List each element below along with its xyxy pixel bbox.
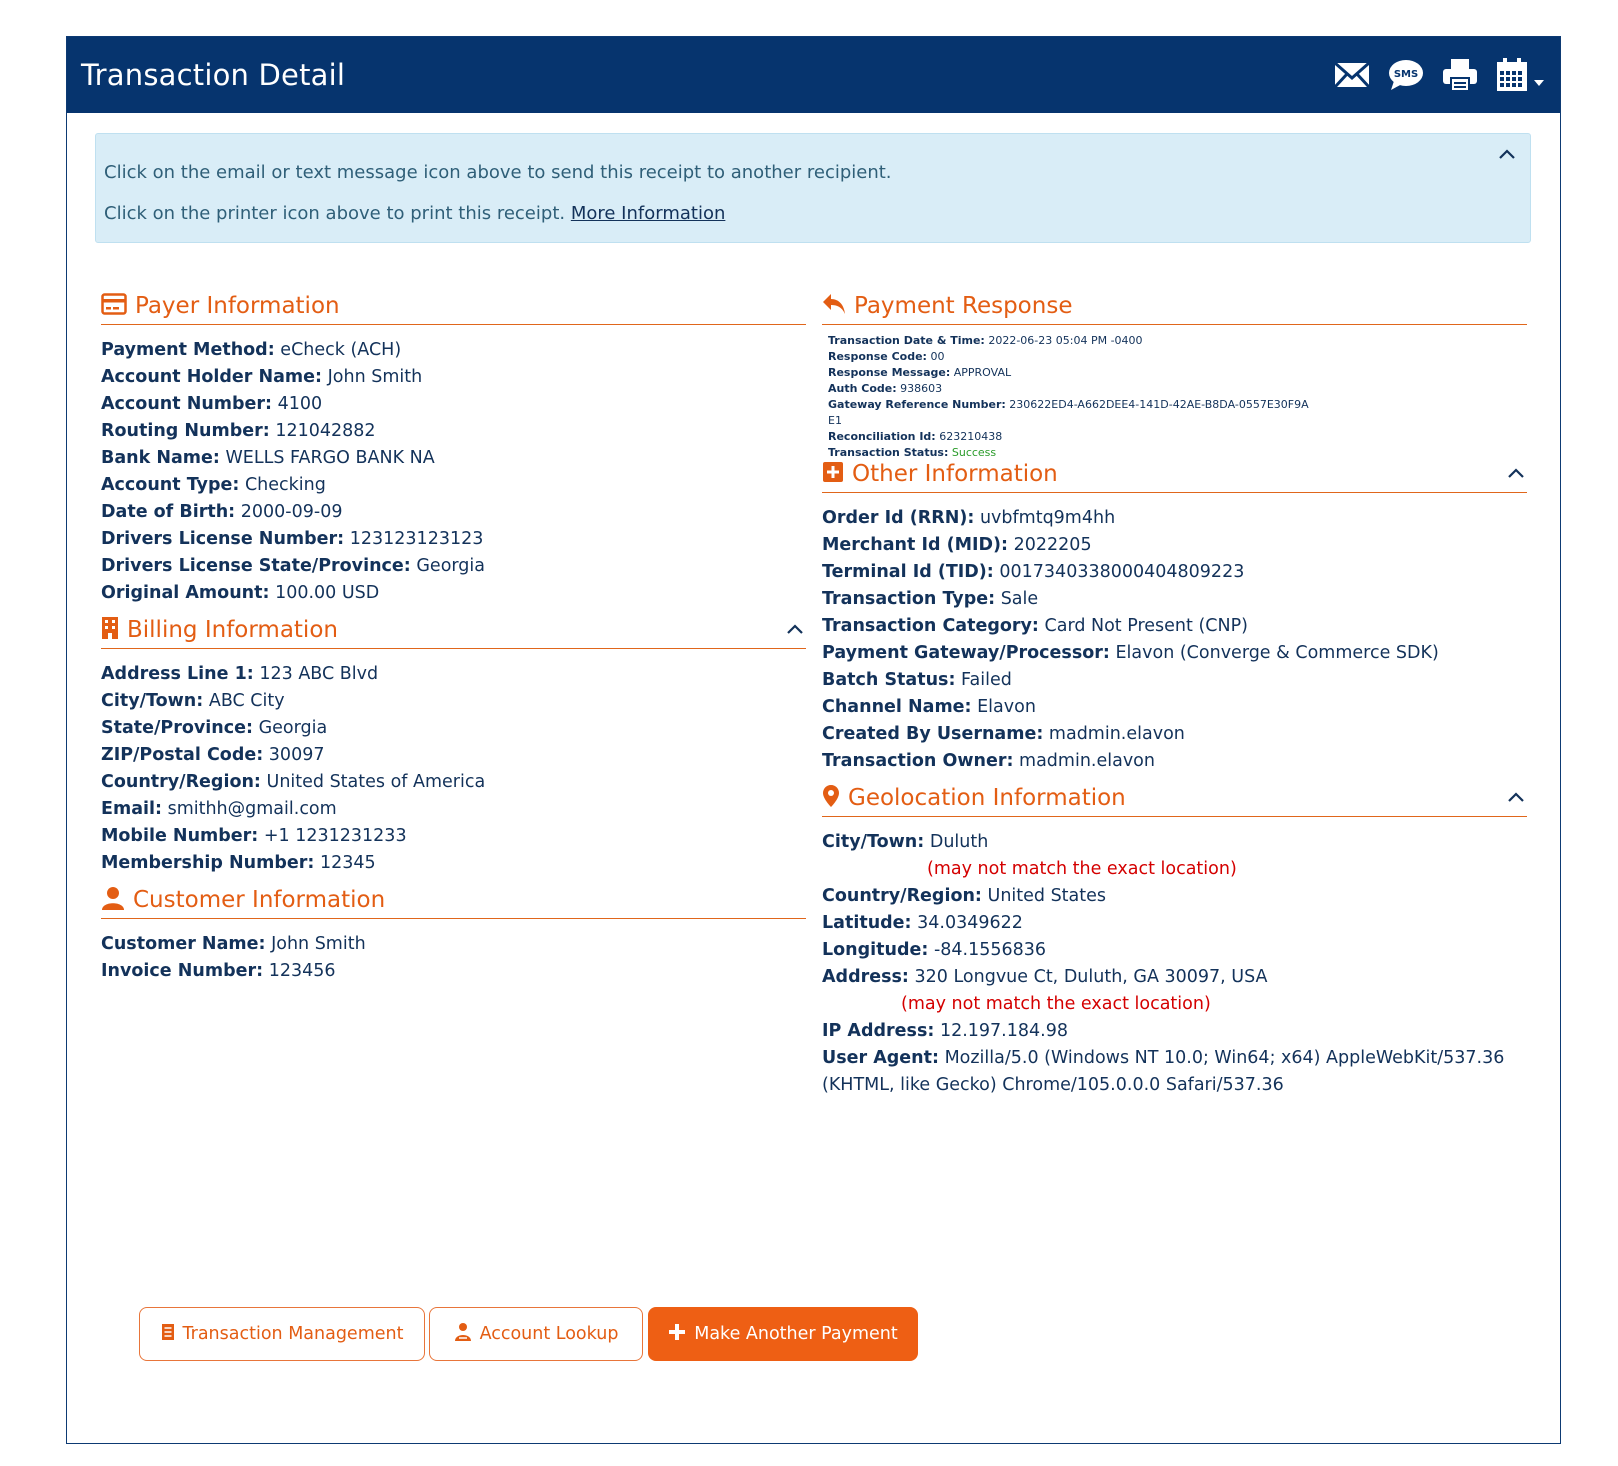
other-field: Transaction Type: Sale <box>822 589 1039 609</box>
payer-field: Routing Number: 121042882 <box>101 421 376 441</box>
other-field: Transaction Owner: madmin.elavon <box>822 751 1155 771</box>
customer-field: Customer Name: John Smith <box>101 934 366 954</box>
response-status: Transaction Status: Success <box>828 446 997 459</box>
receipt-icon <box>161 1323 175 1346</box>
location-disclaimer: (may not match the exact location) <box>901 994 1211 1014</box>
geo-info-header <box>822 779 1527 817</box>
other-field: Created By Username: madmin.elavon <box>822 724 1185 744</box>
user-icon <box>101 886 125 914</box>
billing-field: Email: smithh@gmail.com <box>101 799 337 819</box>
response-field: Transaction Date & Time: 2022-06-23 05:04 PM -0400 <box>828 334 1143 347</box>
chevron-up-icon[interactable] <box>1498 144 1516 165</box>
payer-field: Account Holder Name: John Smith <box>101 367 423 387</box>
geo-user-agent: User Agent: Mozilla/5.0 (Windows NT 10.0; Win64; x64) AppleWebKit/537.36 <box>822 1048 1505 1068</box>
panel-header <box>67 37 1560 113</box>
response-field: Gateway Reference Number: 230622ED4-A662DEE4-141D-42AE-B8DA-0557E30F9A <box>828 398 1309 411</box>
credit-card-icon <box>101 293 127 319</box>
other-field: Order Id (RRN): uvbfmtq9m4hh <box>822 508 1116 528</box>
other-field: Channel Name: Elavon <box>822 697 1036 717</box>
plus-icon <box>668 1323 686 1346</box>
other-info-title: Other Information <box>852 460 1058 487</box>
billing-field: Country/Region: United States of America <box>101 772 486 792</box>
chevron-up-icon[interactable] <box>1507 464 1525 483</box>
transaction-detail-panel <box>66 36 1561 1444</box>
geo-user-agent-cont: (KHTML, like Gecko) Chrome/105.0.0.0 Safari/537.36 <box>822 1075 1284 1095</box>
payer-field: Original Amount: 100.00 USD <box>101 583 380 603</box>
payer-field: Date of Birth: 2000-09-09 <box>101 502 343 522</box>
billing-field: ZIP/Postal Code: 30097 <box>101 745 325 765</box>
payer-field: Account Number: 4100 <box>101 394 323 414</box>
calendar-icon[interactable] <box>1496 58 1546 92</box>
geo-ip-address: IP Address: 12.197.184.98 <box>822 1021 1068 1041</box>
sms-icon[interactable] <box>1388 59 1424 91</box>
geo-country: Country/Region: United States <box>822 886 1107 906</box>
info-line-print <box>104 203 1522 224</box>
other-field: Transaction Category: Card Not Present (CNP) <box>822 616 1248 636</box>
status-badge: Success <box>951 446 997 459</box>
left-column <box>101 287 806 985</box>
envelope-icon[interactable] <box>1334 61 1370 89</box>
billing-field: Membership Number: 12345 <box>101 853 376 873</box>
transaction-management-label: Transaction Management <box>182 1324 404 1344</box>
customer-info-title: Customer Information <box>133 886 386 913</box>
reply-arrow-icon <box>822 293 846 319</box>
other-info-header <box>822 455 1527 493</box>
plus-square-icon <box>822 461 844 487</box>
transaction-management-button[interactable] <box>139 1307 425 1361</box>
receipt-info-alert <box>95 133 1531 243</box>
info-line-email: Click on the email or text message icon above to send this receipt to another recipient. <box>104 162 892 183</box>
payer-field: Drivers License Number: 123123123123 <box>101 529 484 549</box>
account-lookup-button[interactable] <box>429 1307 643 1361</box>
response-field: Response Code: 00 <box>828 350 945 363</box>
other-field: Merchant Id (MID): 2022205 <box>822 535 1092 555</box>
payer-field: Payment Method: eCheck (ACH) <box>101 340 402 360</box>
geo-latitude: Latitude: 34.0349622 <box>822 913 1023 933</box>
payer-info-title: Payer Information <box>135 292 340 319</box>
geo-info-title: Geolocation Information <box>848 784 1126 811</box>
geo-longitude: Longitude: -84.1556836 <box>822 940 1047 960</box>
payment-response-header <box>822 287 1527 325</box>
building-icon <box>101 616 119 644</box>
geo-city: City/Town: Duluth <box>822 832 989 852</box>
printer-icon[interactable] <box>1442 58 1478 92</box>
response-field: Reconciliation Id: 623210438 <box>828 430 1003 443</box>
response-field: Response Message: APPROVAL <box>828 366 1012 379</box>
location-disclaimer: (may not match the exact location) <box>927 859 1237 879</box>
map-pin-icon <box>822 784 840 812</box>
user-search-icon <box>454 1322 472 1347</box>
payer-field: Bank Name: WELLS FARGO BANK NA <box>101 448 435 468</box>
billing-info-title: Billing Information <box>127 616 338 643</box>
chevron-up-icon[interactable] <box>1507 788 1525 807</box>
other-field: Payment Gateway/Processor: Elavon (Converge & Commerce SDK) <box>822 643 1439 663</box>
other-field: Batch Status: Failed <box>822 670 1012 690</box>
geo-address: Address: 320 Longvue Ct, Duluth, GA 30097, USA <box>822 967 1268 987</box>
billing-fields <box>101 661 806 877</box>
more-information-link[interactable]: More Information <box>570 203 726 224</box>
customer-info-header <box>101 881 806 919</box>
payment-response-title: Payment Response <box>854 292 1073 319</box>
chevron-up-icon[interactable] <box>786 620 804 639</box>
customer-field: Invoice Number: 123456 <box>101 961 336 981</box>
billing-field: City/Town: ABC City <box>101 691 285 711</box>
payer-info-header <box>101 287 806 325</box>
billing-field: Mobile Number: +1 1231231233 <box>101 826 407 846</box>
page-title: Transaction Detail <box>81 58 346 92</box>
info-print-text: Click on the printer icon above to print this receipt. <box>104 203 566 224</box>
geo-fields <box>822 829 1527 1099</box>
account-lookup-label: Account Lookup <box>479 1324 619 1344</box>
right-column <box>822 287 1527 1099</box>
make-another-payment-label: Make Another Payment <box>694 1324 898 1344</box>
response-field: Auth Code: 938603 <box>828 382 943 395</box>
payer-field: Drivers License State/Province: Georgia <box>101 556 485 576</box>
payment-response-details <box>822 333 1527 461</box>
response-field: E1 <box>828 414 842 427</box>
customer-fields <box>101 931 806 985</box>
sms-icon-label: SMS <box>1393 69 1419 80</box>
payer-field: Account Type: Checking <box>101 475 326 495</box>
billing-field: State/Province: Georgia <box>101 718 328 738</box>
payer-fields <box>101 337 806 607</box>
other-field: Terminal Id (TID): 0017340338000404809223 <box>822 562 1245 582</box>
make-another-payment-button[interactable] <box>648 1307 918 1361</box>
billing-info-header <box>101 611 806 649</box>
header-actions <box>1334 58 1546 92</box>
other-fields <box>822 505 1527 775</box>
billing-field: Address Line 1: 123 ABC Blvd <box>101 664 379 684</box>
